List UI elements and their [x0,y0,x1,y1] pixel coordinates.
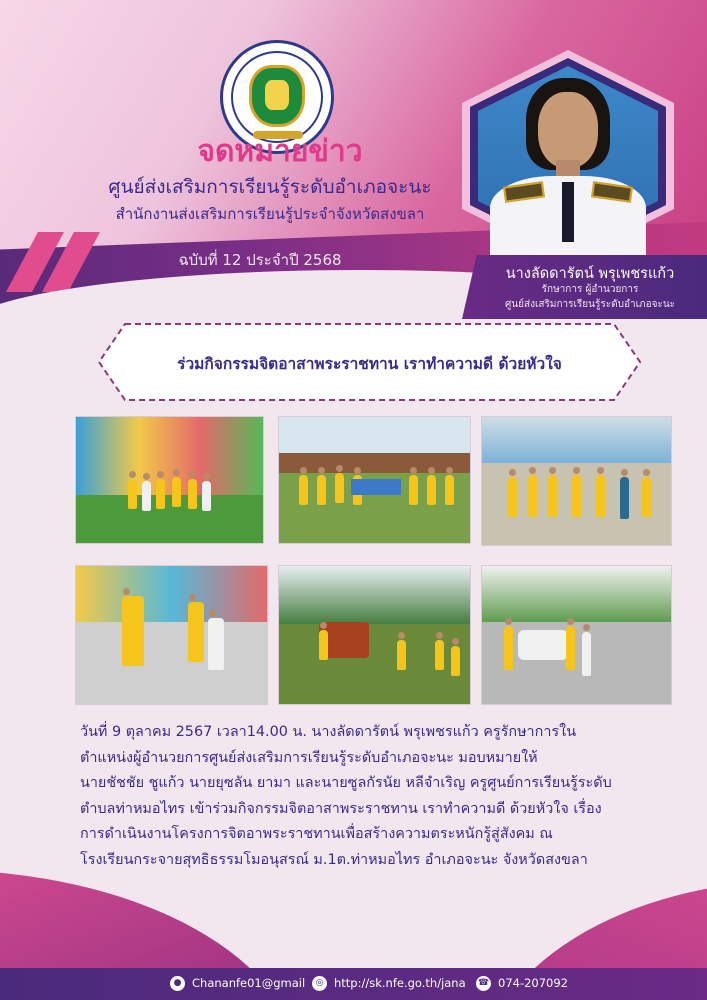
person [435,640,444,670]
director-role: รักษาการ ผู้อำนวยการ [541,284,639,295]
photo-wall [76,417,263,497]
person [582,632,591,676]
phone-icon: ☎ [476,976,491,991]
person [397,640,406,670]
activity-headline: ร่วมกิจกรรมจิตอาสาพระราชทาน เราทำความดี ด้วยหัวใจ [177,355,562,373]
person [596,475,605,517]
contact-website[interactable]: http://sk.nfe.go.th/jana [334,976,466,990]
person [319,630,328,660]
person [504,626,513,670]
photo-building [279,453,470,475]
person [122,596,144,666]
newsletter-title: จดหมายข่าว [197,134,363,169]
person [427,475,436,505]
person [156,479,165,509]
body-line: วันที่ 9 ตุลาคม 2567 เวลา14.00 น. นางลัดดารัตน์ พรุเพชรแก้ว ครูรักษาการใน [80,724,577,740]
person [548,475,557,517]
person [445,475,454,505]
director-org: ศูนย์ส่งเสริมการเรียนรู้ระดับอำเภอจะนะ [504,299,676,310]
person [508,477,517,517]
person [335,473,344,503]
person [409,475,418,505]
person [642,477,651,517]
photo-canopy [482,417,671,465]
person [128,479,137,509]
person [317,475,326,505]
issue-number: ฉบับที่ 12 ประจำปี 2568 [178,251,342,269]
person [528,475,537,517]
user-icon: ● [170,976,185,991]
globe-icon: ◎ [312,976,327,991]
body-line: ตำบลท่าหมอไทร เข้าร่วมกิจกรรมจิตอาสาพระราชทาน เราทำความดี ด้วยหัวใจ เรื่อง [80,800,602,817]
body-line: โรงเรียนกระจายสุทธิธรรมโมอนุสรณ์ ม.1ต.ท่าหมอไทร อำเภอจะนะ จังหวัดสงขลา [80,851,588,868]
portrait-tie [562,182,574,242]
activity-photo [481,416,672,546]
director-name: นางลัดดารัตน์ พรุเพชรแก้ว [505,266,675,282]
article-body [80,720,670,873]
person [208,618,224,670]
seal-emblem [265,80,289,110]
person [572,475,581,517]
body-line: นายชัชชัย ชูแก้ว นายยุซลัน ยามา และนายซูลกัรนัย หลีจำเริญ ครูศูนย์การเรียนรู้ระดับ [80,775,612,791]
photo-sky [482,566,671,624]
person [172,477,181,507]
body-line: การดำเนินงานโครงการจิตอาพระราชทานเพื่อสร้างความตระหนักรู้สู่สังคม ณ [80,826,553,842]
photo-banner [351,479,401,495]
photo-ground [76,622,267,704]
activity-photo [481,565,672,705]
photo-car [518,630,568,660]
person [202,481,211,511]
activity-photo [278,416,471,544]
portrait-face [538,92,598,168]
body-line: ตำแหน่งผู้อำนวยการศูนย์ส่งเสริมการเรียนรู้ระดับอำเภอจะนะ มอบหมายให้ [80,749,538,766]
person [451,646,460,676]
person [566,626,575,670]
person [142,481,151,511]
activity-photo [75,565,268,705]
photo-ground [76,495,263,543]
person [299,475,308,505]
photo-wall [76,566,267,624]
center-name: ศูนย์ส่งเสริมการเรียนรู้ระดับอำเภอจะนะ [108,176,432,198]
activity-photo [75,416,264,544]
seal-core [249,65,305,127]
person [188,602,204,662]
person [620,477,629,519]
activity-photo [278,565,471,705]
contact-email[interactable]: Chananfe01@gmail [192,976,306,990]
contact-phone[interactable]: 074-207092 [498,976,568,990]
photo-sky [279,566,470,626]
person [188,479,197,509]
office-name: สำนักงานส่งเสริมการเรียนรู้ประจำจังหวัดสงขลา [115,205,425,223]
